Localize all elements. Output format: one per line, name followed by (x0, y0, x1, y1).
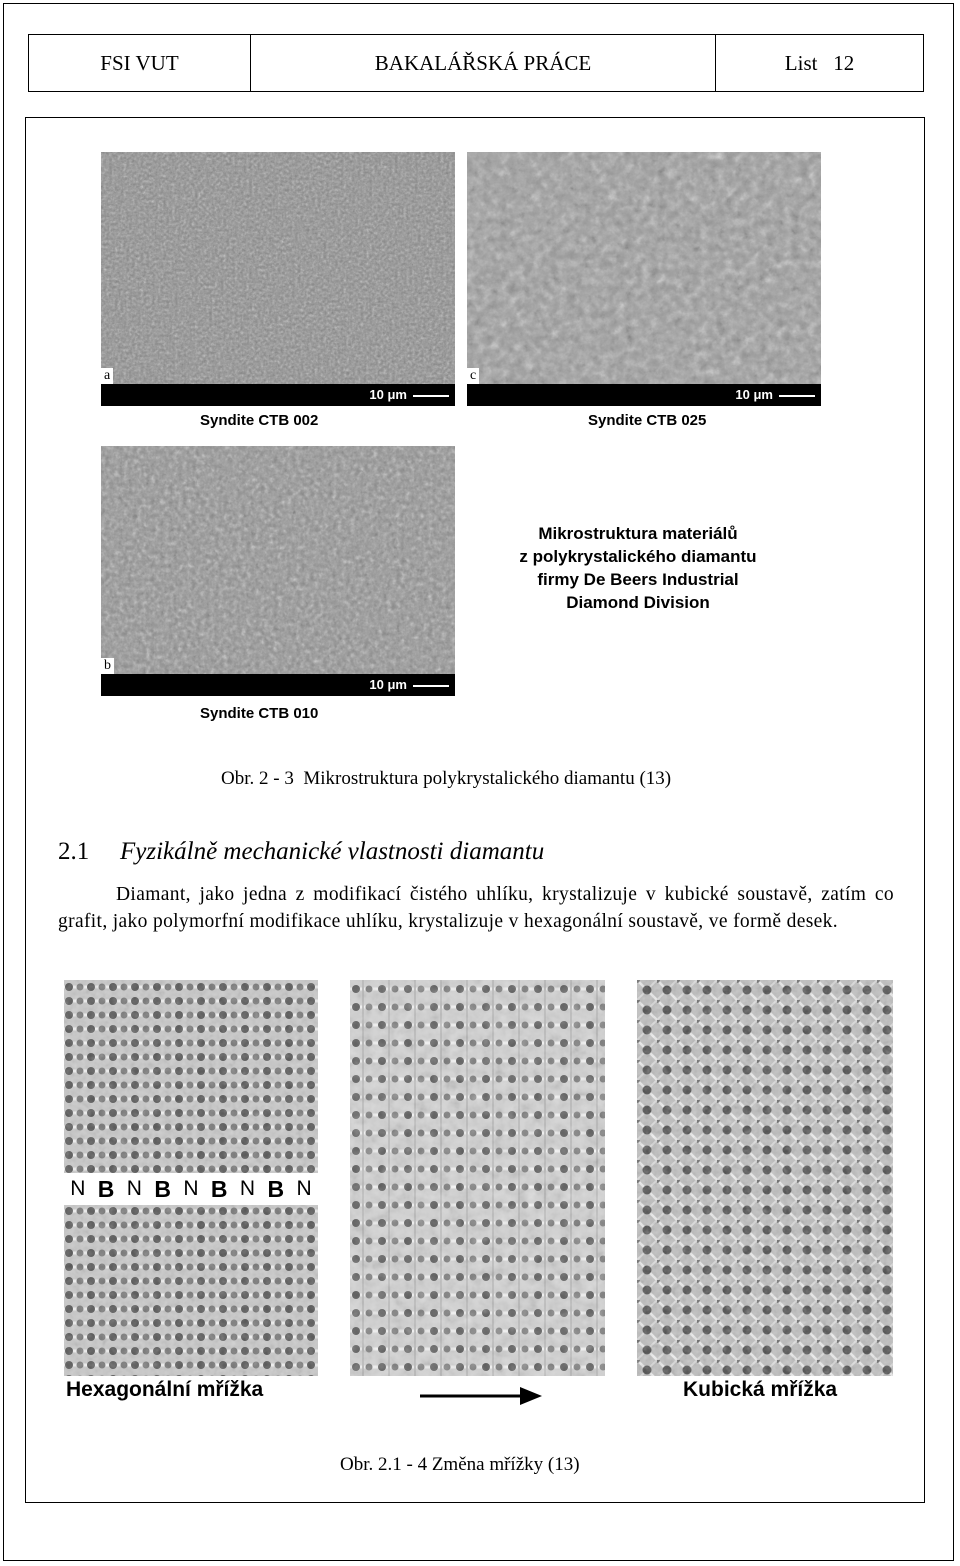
bn-label-b4: B (267, 1175, 285, 1202)
micrograph-a-label: Syndite CTB 002 (200, 412, 319, 429)
figure-caption-top: Obr. 2 - 3 Mikrostruktura polykrystalického diamantu (13) (221, 768, 672, 789)
bn-label-b2: B (154, 1175, 171, 1202)
scale-bar-c (467, 384, 821, 406)
micrograph-a (101, 152, 455, 384)
bn-atom-labels (64, 1173, 318, 1205)
scale-bar-b-text: 10 μm (369, 677, 407, 692)
bn-label-n4: N (239, 1177, 256, 1200)
header-school: FSI VUT (29, 35, 251, 91)
scale-bar-a (101, 384, 455, 406)
bn-label-b1: B (97, 1175, 115, 1202)
scale-bar-c-text: 10 μm (735, 387, 773, 402)
section-paragraph (58, 881, 894, 935)
transition-arrow-icon (420, 1386, 542, 1406)
bn-label-n3: N (183, 1177, 199, 1200)
description-line-2: z polykrystalického diamantu (519, 547, 757, 566)
micrograph-c-label: Syndite CTB 025 (588, 412, 707, 429)
micrograph-b-label: Syndite CTB 010 (200, 705, 319, 722)
micrograph-c (467, 152, 821, 384)
header-thesis-type: BAKALÁŘSKÁ PRÁCE (251, 35, 716, 91)
section-heading (58, 838, 544, 866)
bn-label-n5: N (296, 1177, 312, 1200)
scale-bar-a-line (413, 395, 449, 397)
page-header (28, 34, 924, 92)
panel-letter-c: c (467, 368, 479, 384)
description-line-3: firmy De Beers Industrial (537, 570, 739, 589)
bn-label-n1: N (70, 1177, 86, 1200)
scale-bar-c-line (779, 395, 815, 397)
bn-label-n2: N (126, 1177, 142, 1200)
scale-bar-a-text: 10 μm (369, 387, 407, 402)
microstructure-description (478, 522, 798, 614)
section-title: Fyzikálně mechanické vlastnosti diamantu (120, 838, 545, 865)
paragraph-text: Diamant, jako jedna z modifikací čistého uhlíku, krystalizuje v kubické soustavě, zatím co grafit, jako polymorfní modifikace uhlíku, krystalizuje v hexagonální soustavě, ve formě desek. (58, 884, 894, 932)
header-page-number: List 12 (784, 50, 855, 75)
label-hexagonal: Hexagonální mřížka (66, 1378, 264, 1401)
figure-caption-bottom: Obr. 2.1 - 4 Změna mřížky (13) (340, 1454, 580, 1475)
lattice-image-cubic (637, 980, 893, 1376)
bn-label-b3: B (210, 1175, 228, 1202)
panel-letter-a: a (101, 368, 113, 384)
panel-letter-b: b (101, 658, 114, 674)
scale-bar-b (101, 674, 455, 696)
section-number: 2.1 (58, 838, 90, 865)
description-line-4: Diamond Division (566, 593, 710, 612)
label-cubic: Kubická mřížka (683, 1378, 838, 1401)
description-line-1: Mikrostruktura materiálů (538, 524, 738, 543)
lattice-image-transition (350, 980, 605, 1376)
micrograph-b (101, 446, 455, 674)
scale-bar-b-line (413, 685, 449, 687)
